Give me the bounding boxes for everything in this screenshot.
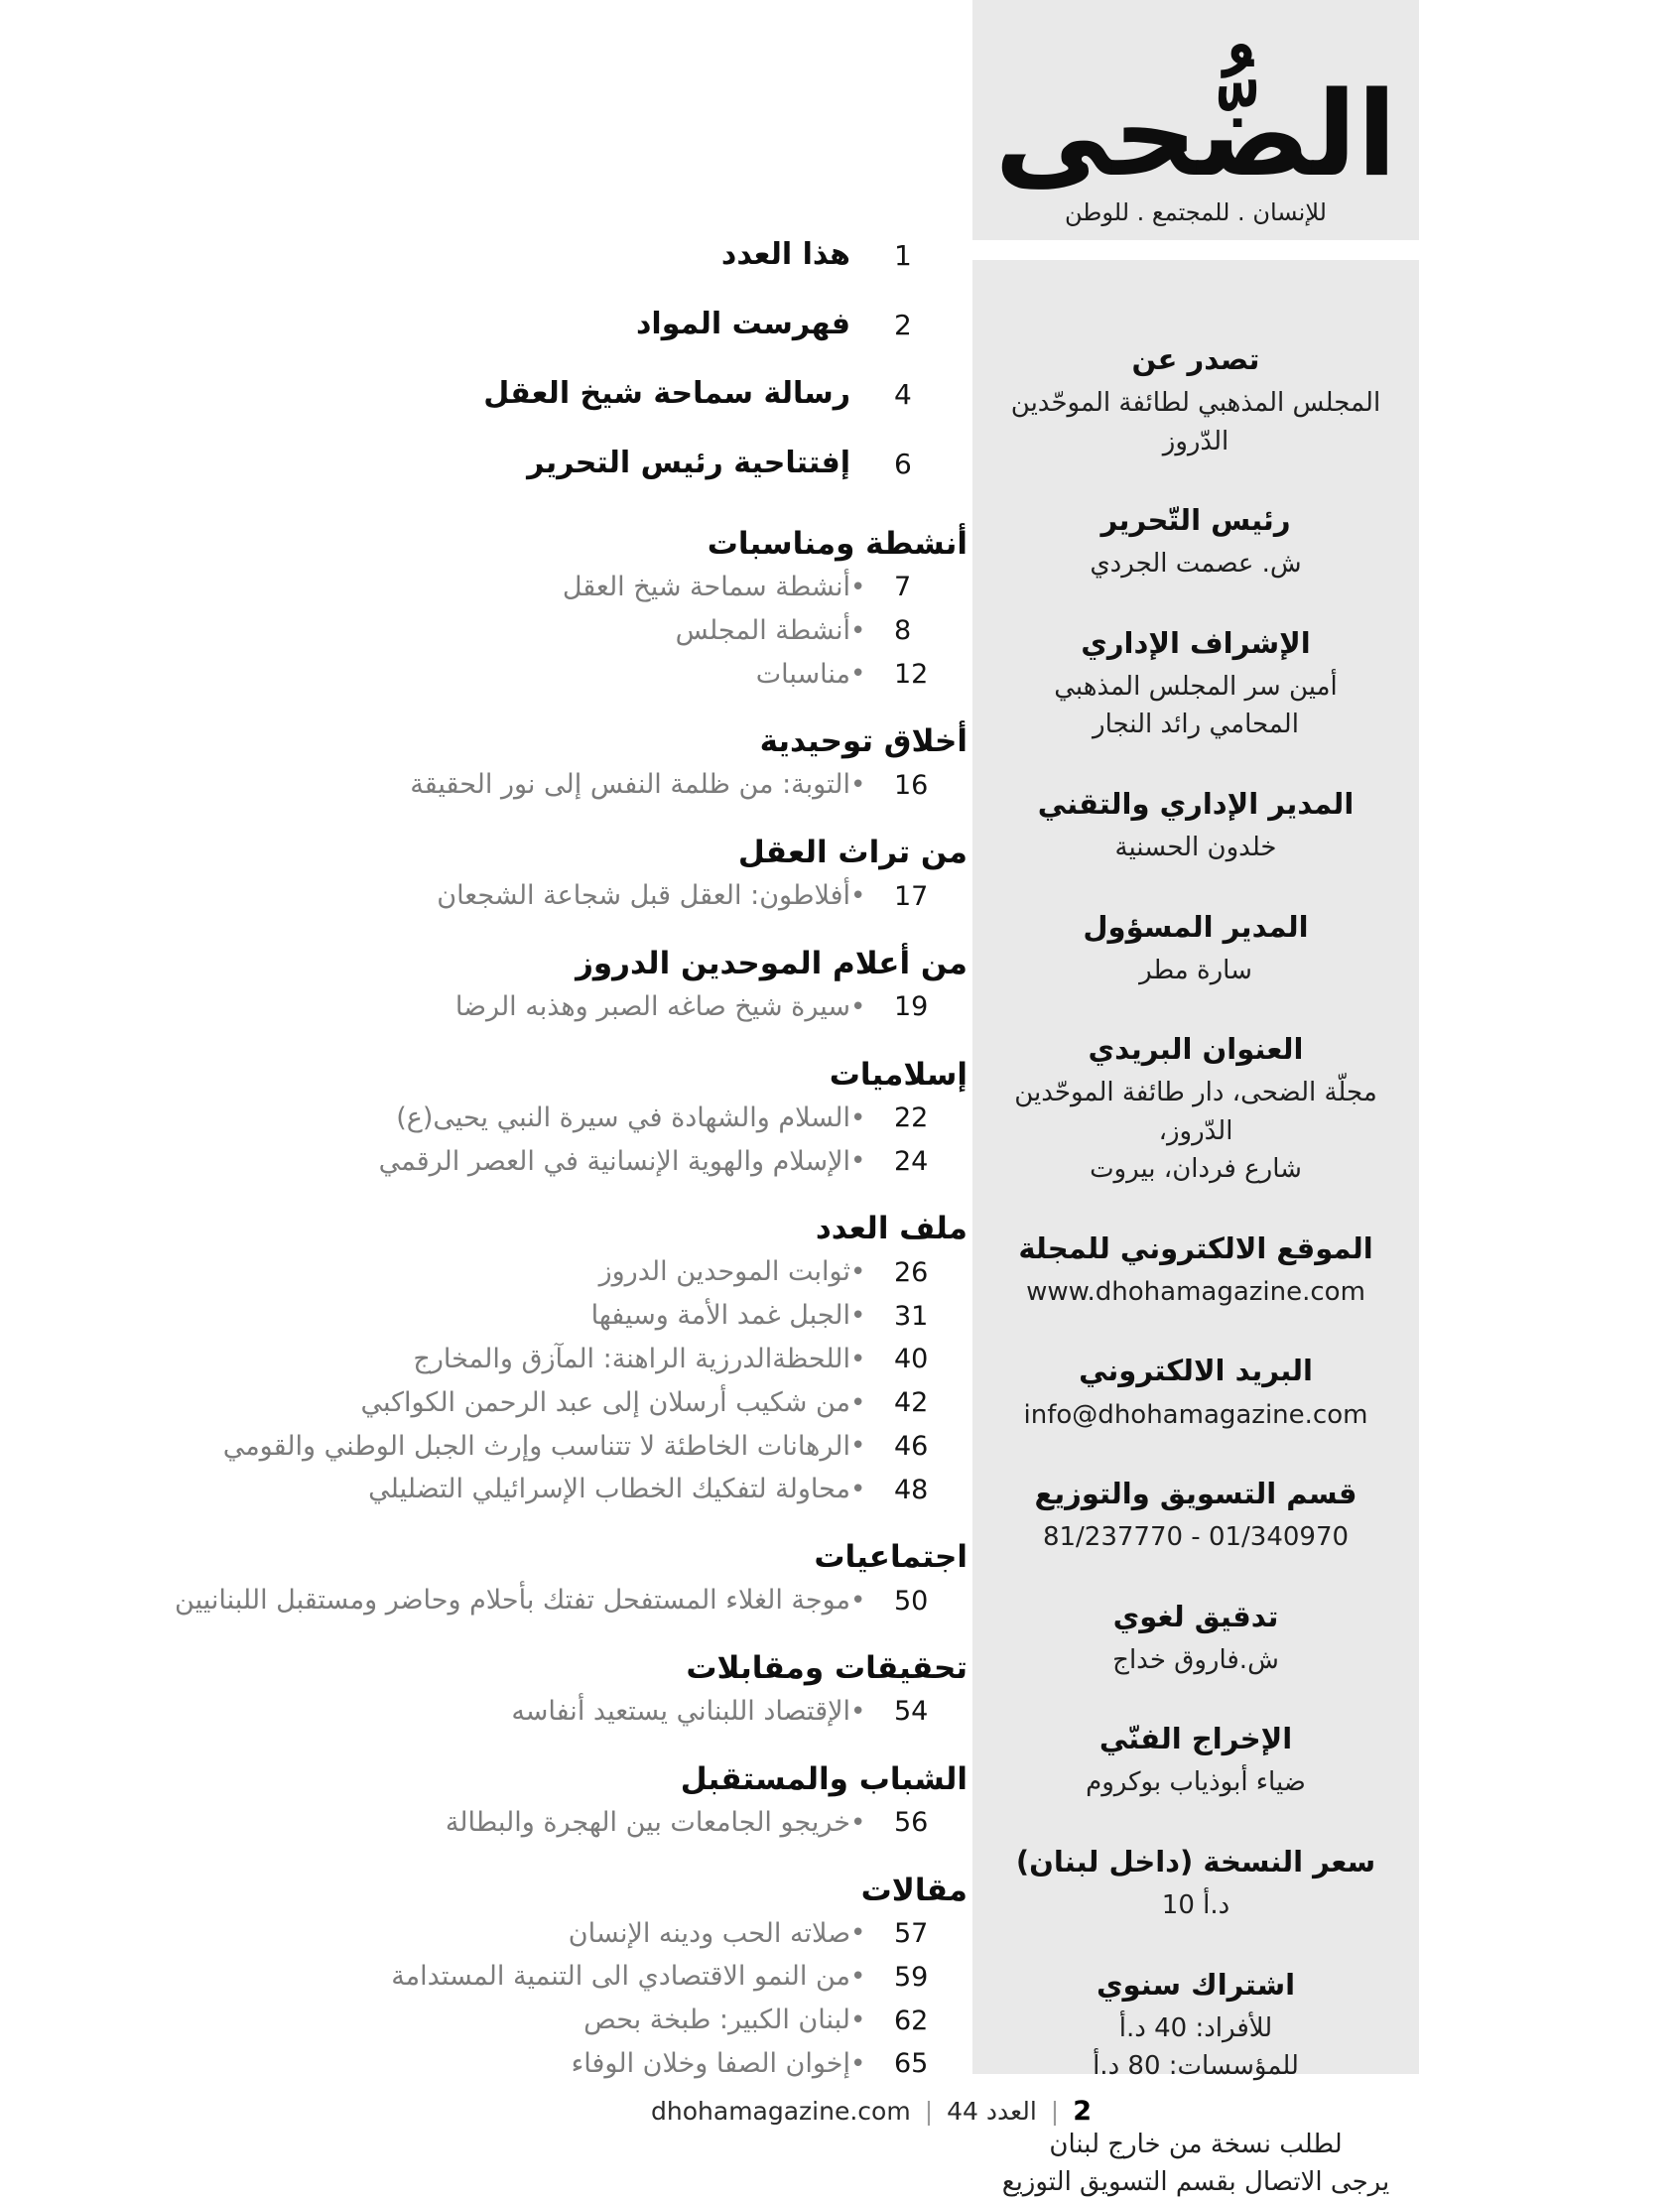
masthead-heading: المدير الإداري والتقني (1037, 786, 1355, 821)
toc-section-header: من أعلام الموحدين الدروز (576, 945, 968, 981)
toc-page-number: 2 (894, 308, 912, 341)
toc-item (99, 874, 968, 918)
masthead-line: أمين سر المجلس المذهبي (1054, 671, 1338, 702)
toc-item-title: مناسبات (755, 658, 850, 690)
logo-title: الضُّحى (994, 65, 1397, 203)
toc-page-number: 42 (894, 1387, 929, 1419)
toc-page-number: 57 (894, 1917, 929, 1949)
bullet-icon: • (850, 1344, 866, 1374)
masthead-line: للأفراد: 40 د.أ (1118, 2012, 1273, 2043)
bullet-icon: • (850, 2048, 866, 2079)
toc-item-title: محاولة لتفكيك الخطاب الإسرائيلي التضليلي (368, 1474, 850, 1505)
toc-item-title: صلاته الحب ودينه الإنسان (568, 1917, 850, 1949)
masthead-block (990, 907, 1401, 990)
masthead-block (990, 2126, 1401, 2202)
toc-section-header: مقالات (860, 1872, 968, 1908)
toc-item (99, 1690, 968, 1734)
toc-item-title: الرهانات الخاطئة لا تتناسب وإرث الجبل الوطني والقومي (222, 1430, 850, 1462)
magazine-logo (972, 0, 1419, 240)
toc-page-number: 65 (894, 2048, 929, 2080)
toc-page-number: 12 (894, 658, 929, 690)
toc-page-number: 19 (894, 991, 929, 1023)
toc-section-header: تحقيقات ومقابلات (686, 1649, 968, 1686)
masthead-line: المحامي رائد النجار (1093, 710, 1299, 740)
masthead-line: شارع فردان، بيروت (1090, 1154, 1302, 1185)
bullet-icon: • (850, 1962, 866, 1993)
toc-page-number: 22 (894, 1102, 929, 1134)
toc-page-number: 56 (894, 1807, 929, 1839)
toc-page-number: 26 (894, 1256, 929, 1288)
masthead-line: ش.فاروق خداج (1112, 1644, 1279, 1675)
toc-item-title: أفلاطون: العقل قبل شجاعة الشجعان (437, 880, 850, 912)
masthead-heading: قسم التسويق والتوزيع (1034, 1477, 1357, 1510)
bullet-icon: • (850, 1146, 866, 1177)
bullet-icon: • (850, 1807, 866, 1838)
toc-page-number: 54 (894, 1696, 929, 1728)
bullet-icon: • (850, 1301, 866, 1332)
masthead-line: 81/237770 - 01/340970 (1042, 1522, 1350, 1553)
masthead-heading: تدقيق لغوي (1112, 1599, 1279, 1633)
toc-item-title: أنشطة المجلس (675, 614, 850, 646)
toc-item (99, 763, 968, 807)
toc-item-title: لبنان الكبير: طبخة بحص (583, 2005, 850, 2036)
toc-item-title: من النمو الاقتصادي الى التنمية المستدامة (391, 1961, 850, 1993)
bullet-icon: • (850, 659, 866, 690)
toc-item-title: من شكيب أرسلان إلى عبد الرحمن الكواكبي (360, 1386, 850, 1418)
bullet-icon: • (850, 2006, 866, 2036)
masthead-line: لطلب نسخة من خارج لبنان (1049, 2129, 1343, 2159)
toc-section-header: أخلاق توحيدية (759, 723, 968, 760)
toc-page-number: 50 (894, 1585, 929, 1617)
toc-item-title: إخوان الصفا وخلان الوفاء (571, 2047, 850, 2079)
masthead-line: المجلس المذهبي لطائفة الموحّدين الدّروز (1010, 388, 1381, 456)
footer-separator: | (924, 2097, 934, 2126)
footer-page-number: 2 (1073, 2096, 1092, 2127)
masthead-block (990, 1842, 1401, 1925)
bullet-icon: • (850, 615, 866, 646)
masthead-heading: المدير المسؤول (1083, 909, 1309, 944)
masthead-block (990, 623, 1401, 744)
toc-item (99, 1338, 968, 1381)
toc-item-title: رسالة سماحة شيخ العقل (483, 376, 850, 411)
toc-item-title: التوبة: من ظلمة النفس إلى نور الحقيقة (410, 769, 850, 801)
masthead-block (990, 1351, 1401, 1434)
masthead-block (990, 1229, 1401, 1312)
toc-page-number: 4 (894, 377, 912, 411)
toc-top-item (99, 429, 968, 498)
masthead-line: info@dhohamagazine.com (1023, 1399, 1368, 1430)
masthead-block (990, 1029, 1401, 1189)
masthead-line: 10 د.أ (1161, 1890, 1230, 1921)
toc-item (99, 1801, 968, 1845)
toc-item-title: ثوابت الموحدين الدروز (598, 1256, 850, 1288)
masthead-heading: العنوان البريدي (1088, 1032, 1304, 1067)
toc-page-number: 31 (894, 1300, 929, 1332)
toc-item (99, 1955, 968, 1999)
masthead-line: سارة مطر (1139, 955, 1252, 985)
masthead-heading: تصدر عن (1131, 342, 1260, 376)
toc-item-title: الإسلام والهوية الإنسانية في العصر الرقمي (378, 1145, 850, 1177)
masthead-line: للمؤسسات: 80 د.أ (1093, 2051, 1299, 2082)
masthead-block (990, 500, 1401, 583)
toc-item-title: موجة الغلاء المستفحل تفتك بأحلام وحاضر ومستقبل اللبنانيين (175, 1585, 850, 1617)
toc-page-number: 24 (894, 1145, 929, 1177)
masthead-line: www.dhohamagazine.com (1026, 1276, 1365, 1307)
masthead-block (990, 1597, 1401, 1680)
page-footer (651, 2096, 1092, 2127)
table-of-contents (99, 220, 968, 2086)
footer-site: dhohamagazine.com (651, 2097, 911, 2126)
toc-item-title: الإقتصاد اللبناني يستعيد أنفاسه (511, 1695, 850, 1727)
toc-item (99, 1579, 968, 1622)
toc-page-number: 16 (894, 769, 929, 801)
toc-section-header: إسلاميات (829, 1056, 968, 1093)
toc-item-title: اللحظةالدرزية الراهنة: المآزق والمخارج (413, 1343, 850, 1374)
toc-page-number: 59 (894, 1961, 929, 1993)
toc-page-number: 62 (894, 2005, 929, 2036)
masthead-heading: الموقع الالكتروني للمجلة (1018, 1231, 1373, 1265)
bullet-icon: • (850, 1918, 866, 1949)
masthead-heading: الإشراف الإداري (1081, 625, 1311, 660)
bullet-icon: • (850, 1102, 866, 1133)
masthead-line: ش. عصمت الجردي (1090, 549, 1302, 580)
toc-page-number: 8 (894, 615, 912, 647)
toc-page-number: 1 (894, 238, 912, 272)
toc-item (99, 1425, 968, 1469)
toc-top-item (99, 220, 968, 290)
toc-item-title: خريجو الجامعات بين الهجرة والبطالة (445, 1806, 850, 1838)
toc-item (99, 985, 968, 1029)
toc-page-number: 17 (894, 880, 929, 912)
toc-item (99, 1250, 968, 1294)
toc-top-item (99, 359, 968, 429)
toc-item (99, 1140, 968, 1184)
toc-page-number: 7 (894, 572, 912, 603)
toc-top-item (99, 290, 968, 359)
bullet-icon: • (850, 1586, 866, 1617)
masthead-line: مجلّة الضحى، دار طائفة الموحّدين الدّروز، (1014, 1078, 1377, 1146)
toc-item (99, 1381, 968, 1425)
toc-item (99, 653, 968, 697)
bullet-icon: • (850, 991, 866, 1022)
toc-page-number: 6 (894, 447, 912, 480)
masthead-heading: الإخراج الفنّي (1098, 1722, 1293, 1756)
toc-page-number: 40 (894, 1344, 929, 1375)
bullet-icon: • (850, 1257, 866, 1288)
bullet-icon: • (850, 1431, 866, 1462)
masthead-heading: سعر النسخة (داخل لبنان) (1015, 1844, 1376, 1878)
toc-item (99, 2042, 968, 2086)
toc-item (99, 1097, 968, 1140)
toc-item (99, 566, 968, 609)
toc-item (99, 1468, 968, 1511)
masthead-block (990, 1965, 1401, 2086)
masthead-block (990, 1474, 1401, 1557)
masthead-heading: رئيس التّحرير (1100, 503, 1291, 538)
bullet-icon: • (850, 1696, 866, 1727)
masthead-line: يرجى الاتصال بقسم التسويق التوزيع (1001, 2167, 1390, 2198)
toc-item-title: أنشطة سماحة شيخ العقل (562, 572, 850, 602)
footer-issue-number: العدد 44 (947, 2097, 1037, 2126)
masthead-heading: البريد الالكتروني (1079, 1354, 1313, 1388)
masthead-line: ضياء أبوذياب بوكروم (1086, 1767, 1306, 1798)
toc-item-title: إفتتاحية رئيس التحرير (527, 446, 850, 480)
bullet-icon: • (850, 770, 866, 801)
toc-item-title: سيرة شيخ صاغه الصبر وهذبه الرضا (454, 990, 850, 1022)
masthead-block (990, 339, 1401, 460)
logo-tagline: للإنسان . للمجتمع . للوطن (1065, 198, 1327, 226)
masthead-heading: اشتراك سنوي (1096, 1967, 1296, 2002)
bullet-icon: • (850, 1475, 866, 1505)
toc-item (99, 1912, 968, 1956)
toc-item (99, 609, 968, 653)
bullet-icon: • (850, 1387, 866, 1418)
toc-item-title: الجبل غمد الأمة وسيفها (590, 1300, 850, 1332)
masthead-line: خلدون الحسنية (1114, 833, 1277, 863)
masthead-block (990, 784, 1401, 867)
bullet-icon: • (850, 881, 866, 912)
toc-page-number: 48 (894, 1474, 929, 1505)
toc-item-title: هذا العدد (720, 237, 850, 272)
toc-section-header: أنشطة ومناسبات (707, 526, 968, 562)
toc-item-title: السلام والشهادة في سيرة النبي يحيى(ع) (396, 1101, 850, 1133)
toc-item (99, 1999, 968, 2042)
toc-section-header: الشباب والمستقبل (680, 1760, 968, 1797)
toc-section-header: اجتماعيات (814, 1539, 968, 1576)
toc-section-header: من تراث العقل (737, 835, 968, 871)
toc-page-number: 46 (894, 1430, 929, 1462)
masthead-block (990, 1719, 1401, 1802)
toc-section-header: ملف العدد (815, 1211, 968, 1247)
toc-item (99, 1294, 968, 1338)
toc-item-title: فهرست المواد (636, 307, 850, 341)
footer-separator: | (1050, 2097, 1060, 2126)
bullet-icon: • (850, 572, 866, 602)
